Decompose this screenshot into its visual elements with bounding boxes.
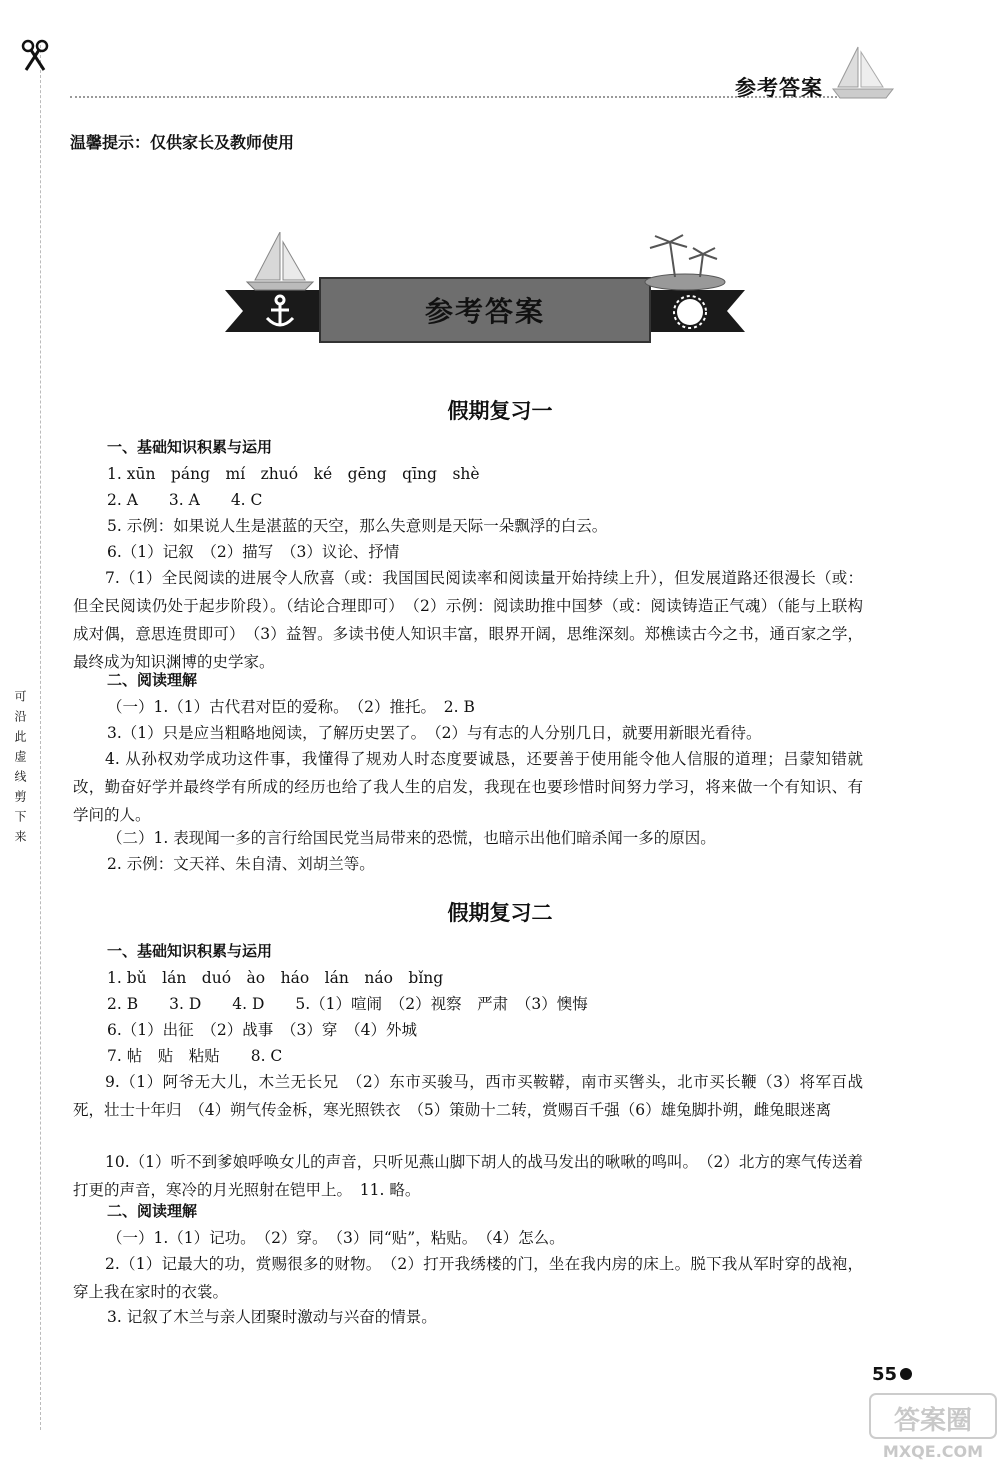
s2-r2: 2.（1）记最大的功，赏赐很多的财物。 （2）打开我绣楼的门，坐在我内房的床上。脱下我从军时穿的战袍，穿上我在家时的衣裳。 bbox=[73, 1255, 863, 1301]
banner-title: 参考答案 bbox=[424, 295, 545, 328]
s1-q1: 1. xūn páng mí zhuó ké gēng qīng shè bbox=[107, 465, 480, 483]
s1-q2: 2. A 3. A 4. C bbox=[107, 491, 263, 509]
section-2-part-1-heading: 一、基础知识积累与运用 bbox=[107, 942, 273, 960]
s1-r1: （一）1.（1）古代君对臣的爱称。 （2）推托。 2. B bbox=[107, 698, 475, 716]
s2-q7: 7. 帖 贴 粘贴 8. C bbox=[107, 1047, 283, 1065]
page-dot bbox=[900, 1368, 912, 1380]
s1-q5: 5. 示例：如果说人生是湛蓝的天空，那么失意则是天际一朵飘浮的白云。 bbox=[107, 517, 608, 535]
s1-r4: 4. 从孙权劝学成功这件事，我懂得了规劝人时态度要诚恳，还要善于使用能令他人信服的道理；吕蒙知错就改，勤奋好学并最终学有所成的经历也给了我人生的启发，我现在也要珍惜时间努力学习，将来做一个有知识、有学问的人。 bbox=[73, 750, 863, 824]
sailboat-icon bbox=[828, 42, 898, 102]
usage-tip: 温馨提示：仅供家长及教师使用 bbox=[70, 133, 295, 152]
s1-r6: 2. 示例：文天祥、朱自清、刘胡兰等。 bbox=[107, 855, 375, 873]
answers-banner bbox=[225, 232, 745, 352]
page-number: 55 bbox=[872, 1364, 898, 1385]
section-title-review-1: 假期复习一 bbox=[447, 398, 553, 423]
s2-q2: 2. B 3. D 4. D 5.（1）喧闹 （2）视察 严肃 （3）懊悔 bbox=[107, 995, 588, 1013]
s1-q6: 6.（1）记叙 （2）描写 （3）议论、抒情 bbox=[107, 543, 400, 561]
sailboat-icon bbox=[247, 232, 313, 290]
s1-q7: 7.（1）全民阅读的进展令人欣喜（或：我国国民阅读率和阅读量开始持续上升），但发展道路还很漫长（或：但全民阅读仍处于起步阶段）。（结论合理即可） （2）示例：阅读助推中国梦（或：阅读铸造正气魂）（能与上联构成对偶，意思连贯即可） （3）益智。多读书使人知识丰富，眼界开阔，思维深刻。郑樵读古今之书，通百家之学，最终成为知识渊博的史学家。 bbox=[73, 569, 863, 671]
scissors-icon bbox=[18, 38, 52, 72]
s1-r3: 3.（1）只是应当粗略地阅读，了解历史罢了。 （2）与有志的人分别几日，就要用新眼光看待。 bbox=[107, 724, 762, 742]
watermark-text: 答案圈 bbox=[893, 1406, 972, 1436]
section-1-part-2-heading: 二、阅读理解 bbox=[107, 671, 198, 689]
s2-q10: 10.（1）听不到爹娘呼唤女儿的声音，只听见燕山脚下胡人的战马发出的啾啾的鸣叫。 （2）北方的寒气传送着打更的声音，寒冷的月光照射在铠甲上。 11. 略。 bbox=[73, 1153, 863, 1199]
s1-r5: （二）1. 表现闻一多的言行给国民党当局带来的恐慌，也暗示出他们暗杀闻一多的原因。 bbox=[107, 829, 716, 847]
s2-r1: （一）1.（1）记功。 （2）穿。 （3）同“贴”，粘贴。 （4）怎么。 bbox=[107, 1229, 565, 1247]
s2-q6: 6.（1）出征 （2）战事 （3）穿 （4）外城 bbox=[107, 1021, 417, 1039]
watermark-url: MXQE.COM bbox=[882, 1442, 984, 1461]
cut-line bbox=[40, 40, 41, 1430]
s2-r3: 3. 记叙了木兰与亲人团聚时激动与兴奋的情景。 bbox=[107, 1308, 437, 1326]
section-2-part-2-heading: 二、阅读理解 bbox=[107, 1202, 198, 1220]
s2-q9: 9.（1）阿爷无大儿，木兰无长兄 （2）东市买骏马，西市买鞍鞯，南市买辔头，北市买长鞭（3）将军百战死，壮士十年归 （4）朔气传金柝，寒光照铁衣 （5）策勋十二转，赏赐百千强（6）雄兔脚扑朔，雌兔眼迷离 bbox=[73, 1073, 863, 1119]
header-title: 参考答案 bbox=[735, 76, 823, 100]
cut-instruction: 可沿此虚线剪下来 bbox=[13, 690, 27, 850]
s2-q1: 1. bǔ lán duó ào háo lán náo bǐng bbox=[107, 969, 444, 987]
palm-island-icon bbox=[645, 235, 725, 290]
section-title-review-2: 假期复习二 bbox=[447, 900, 553, 925]
watermark-logo bbox=[868, 1392, 998, 1464]
section-1-part-1-heading: 一、基础知识积累与运用 bbox=[107, 438, 273, 456]
